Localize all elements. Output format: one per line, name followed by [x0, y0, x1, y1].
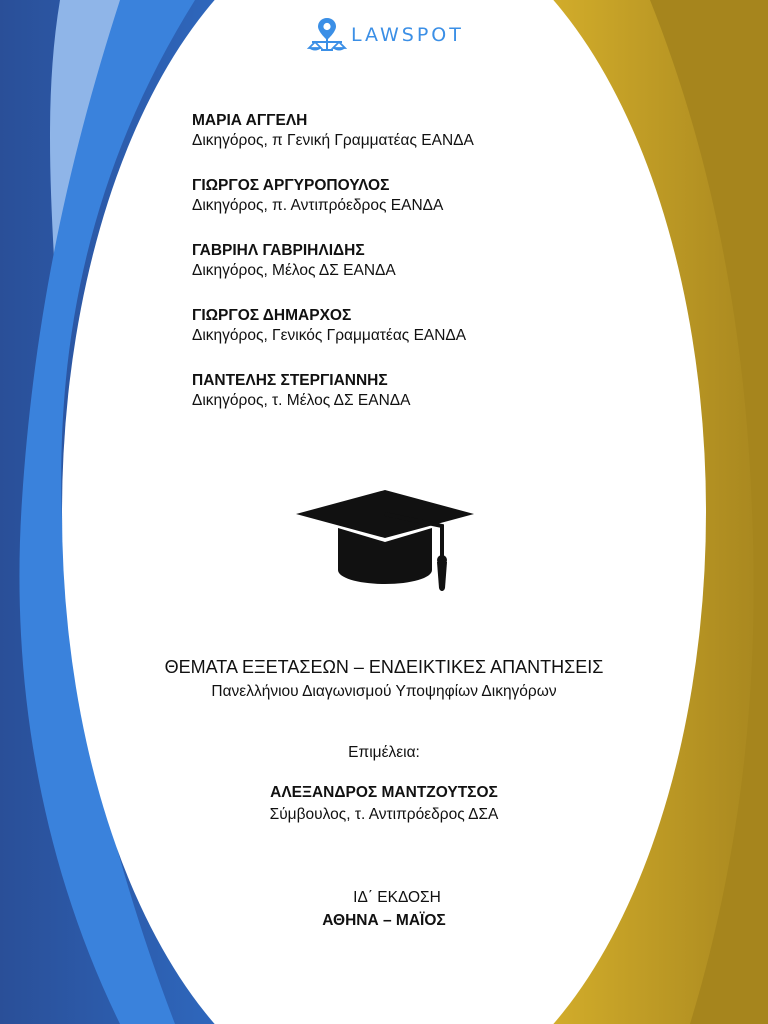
author-name: ΜΑΡΙΑ ΑΓΓΕΛΗ	[192, 112, 308, 129]
editor-name: ΑΛΕΞΑΝΔΡΟΣ ΜΑΝΤΖΟΥΤΣΟΣ	[270, 784, 498, 801]
author-name: ΓΙΩΡΓΟΣ ΑΡΓΥΡΟΠΟΥΛΟΣ	[192, 177, 390, 194]
logo-text: LAWSPOT	[351, 24, 464, 46]
edition-label: ΙΔ΄ ΕΚΔΟΣΗ	[353, 889, 441, 906]
author-role: Δικηγόρος, Μέλος ΔΣ ΕΑΝΔΑ	[192, 262, 396, 279]
location-scales-icon	[306, 15, 348, 53]
document-subtitle: Πανελλήνιου Διαγωνισμού Υποψηφίων Δικηγόρων	[211, 683, 557, 700]
editor-role: Σύμβουλος, τ. Αντιπρόεδρος ΔΣΑ	[269, 806, 499, 823]
author-role: Δικηγόρος, τ. Μέλος ΔΣ ΕΑΝΔΑ	[192, 392, 411, 409]
author-entry	[192, 371, 662, 436]
author-name: ΠΑΝΤΕΛΗΣ ΣΤΕΡΓΙΑΝΝΗΣ	[192, 372, 388, 389]
lawspot-logo	[306, 14, 464, 54]
author-name: ΓΑΒΡΙΗΛ ΓΑΒΡΙΗΛΙΔΗΣ	[192, 242, 365, 259]
document-title: ΘΕΜΑΤΑ ΕΞΕΤΑΣΕΩΝ – ΕΝΔΕΙΚΤΙΚΕΣ ΑΠΑΝΤΗΣΕΙΣ	[164, 657, 604, 677]
author-entry	[192, 241, 662, 306]
author-role: Δικηγόρος, π. Αντιπρόεδρος ΕΑΝΔΑ	[192, 197, 444, 214]
author-entry	[192, 176, 662, 241]
authors-list	[192, 111, 662, 436]
graduation-cap-icon	[294, 488, 476, 594]
author-role: Δικηγόρος, π Γενική Γραμματέας ΕΑΝΔΑ	[192, 132, 474, 149]
editorial-label: Επιμέλεια:	[348, 744, 420, 761]
author-role: Δικηγόρος, Γενικός Γραμματέας ΕΑΝΔΑ	[192, 327, 467, 344]
author-entry	[192, 306, 662, 371]
author-name: ΓΙΩΡΓΟΣ ΔΗΜΑΡΧΟΣ	[192, 307, 352, 324]
author-entry	[192, 111, 662, 176]
place-date: ΑΘΗΝΑ – ΜΑΪΟΣ	[322, 912, 446, 929]
